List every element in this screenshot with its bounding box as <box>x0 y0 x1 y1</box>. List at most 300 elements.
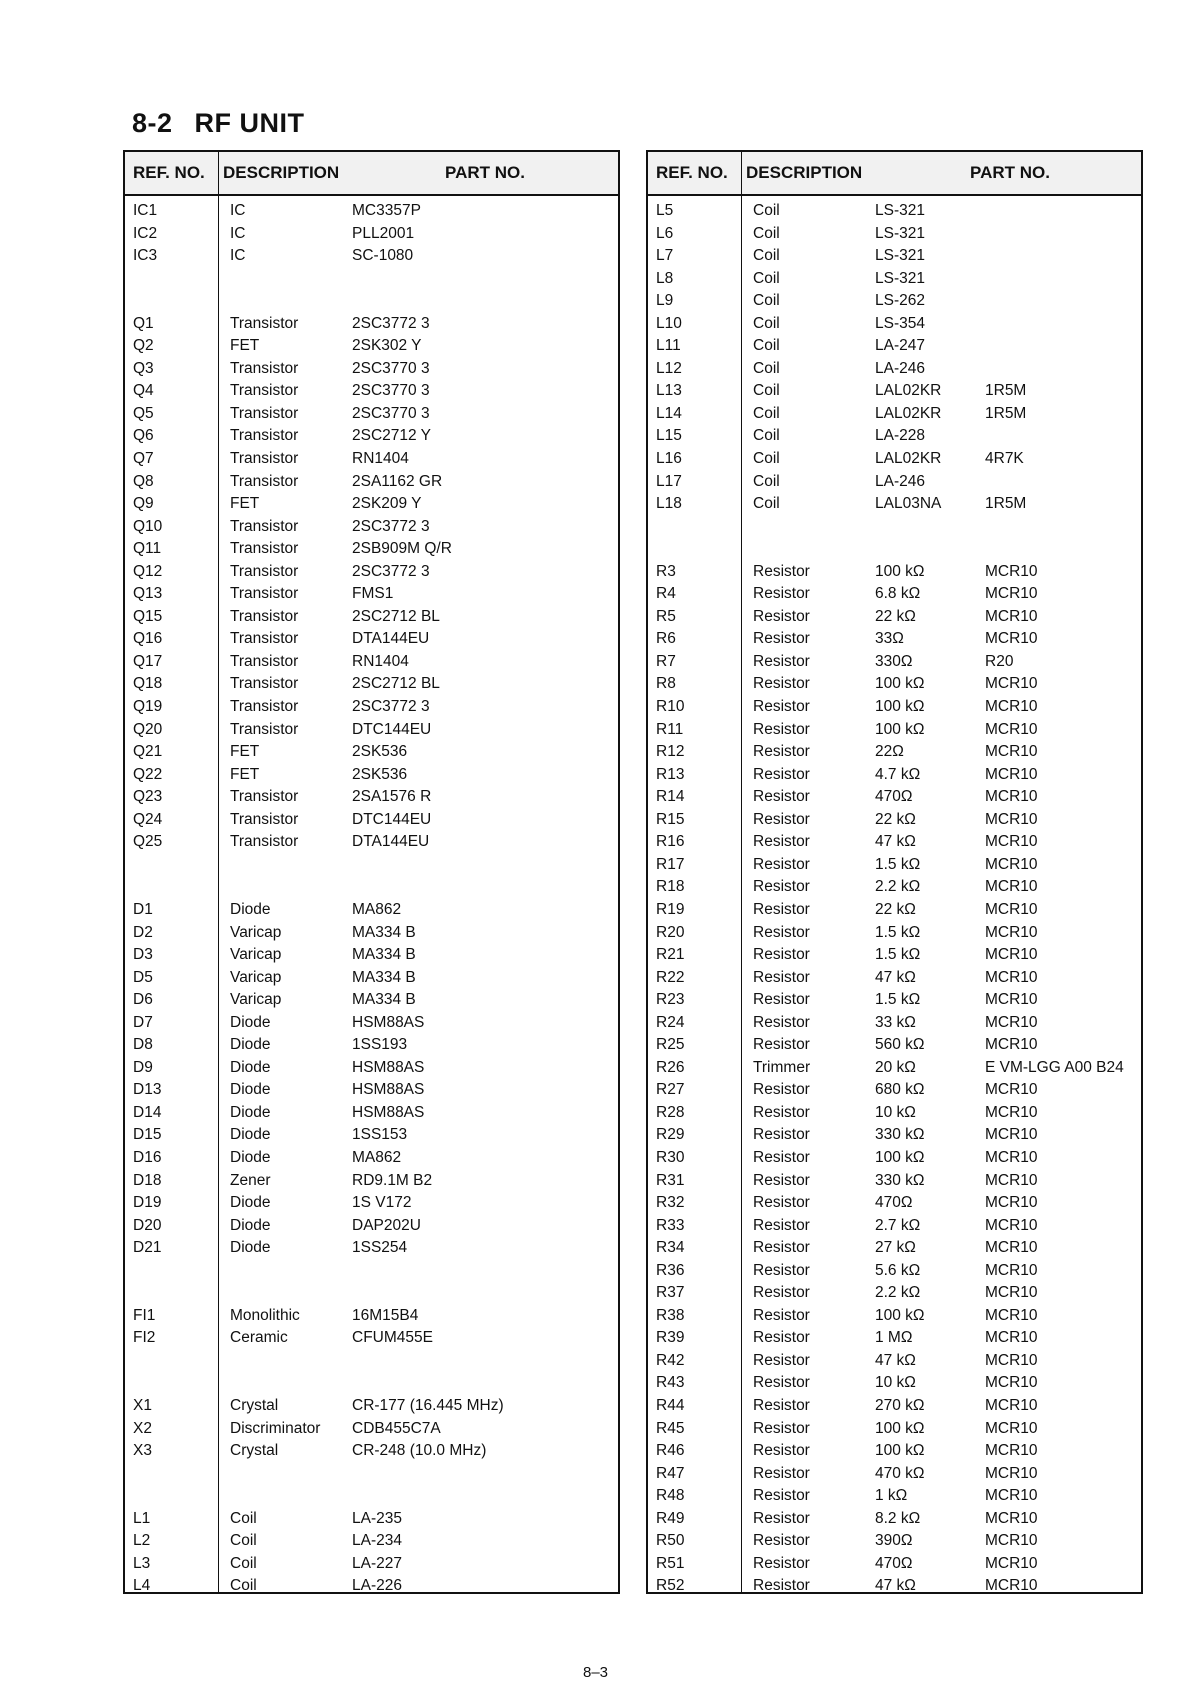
table-row <box>648 493 1141 516</box>
cell-ref: R21 <box>656 946 685 964</box>
cell-part-suffix: MCR10 <box>985 720 1038 738</box>
cell-part-number: LAL02KR <box>875 404 942 422</box>
table-row <box>125 583 618 606</box>
table-row <box>648 854 1141 877</box>
cell-ref: Q19 <box>133 698 163 716</box>
table-row <box>648 223 1141 246</box>
table-body <box>125 196 618 1598</box>
cell-description: Resistor <box>753 923 810 941</box>
table-row <box>125 989 618 1012</box>
section-title <box>132 108 305 139</box>
cell-ref: R17 <box>656 855 685 873</box>
cell-part-number: LS-262 <box>875 292 925 310</box>
cell-part-number: 2SC3770 3 <box>352 382 430 400</box>
cell-ref: D2 <box>133 923 153 941</box>
cell-description: Resistor <box>753 991 810 1009</box>
cell-ref: R52 <box>656 1577 685 1595</box>
cell-description: Resistor <box>753 698 810 716</box>
cell-part-suffix: 1R5M <box>985 382 1027 400</box>
cell-description: Resistor <box>753 788 810 806</box>
cell-ref: D3 <box>133 946 153 964</box>
cell-description: Diode <box>230 1036 271 1054</box>
cell-ref: L8 <box>656 269 674 287</box>
cell-part-number: MA334 B <box>352 991 416 1009</box>
cell-part-number: 1SS193 <box>352 1036 408 1054</box>
cell-ref: D16 <box>133 1148 162 1166</box>
cell-ref: R4 <box>656 585 676 603</box>
cell-description: Coil <box>753 495 780 513</box>
cell-part-number: 2SB909M Q/R <box>352 540 452 558</box>
cell-part-suffix: MCR10 <box>985 991 1038 1009</box>
cell-part-number: PLL2001 <box>352 224 415 242</box>
cell-part-number: 2SC2712 BL <box>352 675 440 693</box>
cell-part-number: 33Ω <box>875 630 904 648</box>
cell-description: Diode <box>230 900 271 918</box>
table-row <box>648 290 1141 313</box>
cell-description: Varicap <box>230 946 282 964</box>
table-row <box>648 899 1141 922</box>
cell-ref: Q18 <box>133 675 163 693</box>
table-row <box>648 358 1141 381</box>
table-row <box>648 922 1141 945</box>
cell-ref: Q11 <box>133 540 162 558</box>
cell-description: Transistor <box>230 585 299 603</box>
cell-part-number: 100 kΩ <box>875 698 925 716</box>
parts-table-right <box>646 150 1143 1594</box>
cell-part-number: 330 kΩ <box>875 1171 925 1189</box>
cell-description: Transistor <box>230 562 299 580</box>
cell-part-suffix: MCR10 <box>985 1396 1038 1414</box>
cell-part-suffix: MCR10 <box>985 1554 1038 1572</box>
table-row <box>648 471 1141 494</box>
cell-part-number: 4.7 kΩ <box>875 765 921 783</box>
cell-ref: R23 <box>656 991 685 1009</box>
cell-ref: R42 <box>656 1351 685 1369</box>
cell-part-number: LAL03NA <box>875 495 942 513</box>
cell-part-number: DTC144EU <box>352 810 432 828</box>
cell-part-suffix: MCR10 <box>985 788 1038 806</box>
cell-description: Crystal <box>230 1442 279 1460</box>
cell-part-number: HSM88AS <box>352 1058 425 1076</box>
table-row <box>125 358 618 381</box>
cell-part-number: MA862 <box>352 1148 402 1166</box>
cell-description: Resistor <box>753 720 810 738</box>
cell-ref: D9 <box>133 1058 153 1076</box>
cell-part-suffix: MCR10 <box>985 1148 1038 1166</box>
cell-description: Varicap <box>230 923 282 941</box>
table-row <box>125 1282 618 1305</box>
table-row <box>125 268 618 291</box>
cell-ref: X1 <box>133 1396 152 1414</box>
cell-part-number: 22 kΩ <box>875 607 916 625</box>
cell-part-number: LA-226 <box>352 1577 402 1595</box>
cell-ref: L18 <box>656 495 682 513</box>
cell-ref: D14 <box>133 1103 162 1121</box>
table-row <box>125 1372 618 1395</box>
table-row <box>125 223 618 246</box>
table-row <box>125 606 618 629</box>
cell-ref: Q15 <box>133 607 163 625</box>
cell-description: Diode <box>230 1194 271 1212</box>
cell-part-number: 470 kΩ <box>875 1464 925 1482</box>
cell-ref: L2 <box>133 1532 151 1550</box>
cell-ref: D13 <box>133 1081 162 1099</box>
cell-description: Transistor <box>230 517 299 535</box>
cell-part-number: 47 kΩ <box>875 1577 916 1595</box>
cell-description: Coil <box>753 472 780 490</box>
cell-description: IC <box>230 247 246 265</box>
cell-part-number: DTC144EU <box>352 720 432 738</box>
table-row <box>125 764 618 787</box>
cell-part-suffix: MCR10 <box>985 1464 1038 1482</box>
table-row <box>125 1012 618 1035</box>
cell-part-suffix: MCR10 <box>985 1577 1038 1595</box>
cell-description: Resistor <box>753 1396 810 1414</box>
cell-description: Resistor <box>753 1103 810 1121</box>
cell-part-suffix: MCR10 <box>985 1284 1038 1302</box>
cell-part-suffix: MCR10 <box>985 562 1038 580</box>
cell-ref: L7 <box>656 247 674 265</box>
table-row <box>648 583 1141 606</box>
cell-description: Diode <box>230 1148 271 1166</box>
cell-part-number: 100 kΩ <box>875 1306 925 1324</box>
cell-part-number: 2SC3770 3 <box>352 404 430 422</box>
cell-ref: Q5 <box>133 404 154 422</box>
cell-part-number: RN1404 <box>352 652 409 670</box>
cell-part-number: LA-246 <box>875 472 925 490</box>
cell-ref: L12 <box>656 359 682 377</box>
cell-ref: D18 <box>133 1171 162 1189</box>
cell-description: Transistor <box>230 607 299 625</box>
cell-part-suffix: MCR10 <box>985 1239 1038 1257</box>
page-number: 8–3 <box>582 1664 609 1681</box>
cell-part-number: LA-235 <box>352 1509 402 1527</box>
cell-description: Resistor <box>753 1036 810 1054</box>
cell-ref: R37 <box>656 1284 685 1302</box>
table-row <box>125 335 618 358</box>
table-row <box>125 628 618 651</box>
cell-description: FET <box>230 337 260 355</box>
table-row <box>648 448 1141 471</box>
table-row <box>648 967 1141 990</box>
table-row <box>648 764 1141 787</box>
cell-part-number: 1SS153 <box>352 1126 408 1144</box>
cell-part-suffix: MCR10 <box>985 1216 1038 1234</box>
cell-ref: R51 <box>656 1554 685 1572</box>
cell-part-suffix: 1R5M <box>985 404 1027 422</box>
table-row <box>125 1350 618 1373</box>
table-row <box>125 831 618 854</box>
cell-description: Diode <box>230 1239 271 1257</box>
cell-ref: Q10 <box>133 517 163 535</box>
cell-part-number: 5.6 kΩ <box>875 1261 921 1279</box>
cell-ref: Q21 <box>133 743 163 761</box>
cell-description: Resistor <box>753 1329 810 1347</box>
table-row <box>648 628 1141 651</box>
table-row <box>125 651 618 674</box>
cell-part-number: 680 kΩ <box>875 1081 925 1099</box>
cell-ref: R38 <box>656 1306 685 1324</box>
cell-ref: D8 <box>133 1036 153 1054</box>
cell-part-number: 27 kΩ <box>875 1239 916 1257</box>
cell-description: Trimmer <box>753 1058 811 1076</box>
cell-description: Resistor <box>753 1194 810 1212</box>
cell-part-suffix: MCR10 <box>985 1103 1038 1121</box>
cell-part-number: 33 kΩ <box>875 1013 916 1031</box>
cell-ref: Q23 <box>133 788 163 806</box>
cell-part-number: LA-234 <box>352 1532 402 1550</box>
cell-part-suffix: MCR10 <box>985 1261 1038 1279</box>
cell-part-number: LS-321 <box>875 202 925 219</box>
table-row <box>125 719 618 742</box>
cell-part-number: 2SK536 <box>352 765 408 783</box>
cell-part-suffix: MCR10 <box>985 1126 1038 1144</box>
cell-ref: R16 <box>656 833 685 851</box>
table-body <box>648 196 1141 1598</box>
table-row <box>648 1485 1141 1508</box>
cell-part-number: 2SC3772 3 <box>352 562 430 580</box>
cell-ref: Q13 <box>133 585 163 603</box>
cell-ref: X3 <box>133 1442 152 1460</box>
table-row <box>125 380 618 403</box>
cell-description: Varicap <box>230 968 282 986</box>
table-row <box>125 1124 618 1147</box>
cell-part-number: LA-227 <box>352 1554 402 1572</box>
cell-part-suffix: MCR10 <box>985 1194 1038 1212</box>
cell-description: FET <box>230 495 260 513</box>
cell-part-number: 2SC3770 3 <box>352 359 430 377</box>
cell-description: Resistor <box>753 833 810 851</box>
cell-description: Coil <box>753 292 780 310</box>
cell-part-suffix: MCR10 <box>985 1081 1038 1099</box>
cell-part-number: 10 kΩ <box>875 1374 916 1392</box>
cell-part-suffix: MCR10 <box>985 968 1038 986</box>
table-row <box>648 1440 1141 1463</box>
cell-part-suffix: MCR10 <box>985 585 1038 603</box>
cell-description: Transistor <box>230 450 299 468</box>
cell-part-number: LA-246 <box>875 359 925 377</box>
cell-ref: R44 <box>656 1396 685 1414</box>
cell-part-number: 100 kΩ <box>875 562 925 580</box>
cell-ref: R7 <box>656 652 676 670</box>
cell-ref: R22 <box>656 968 685 986</box>
cell-description: Transistor <box>230 382 299 400</box>
cell-description: Resistor <box>753 1351 810 1369</box>
cell-part-number: LS-321 <box>875 247 925 265</box>
cell-part-suffix: 1R5M <box>985 495 1027 513</box>
cell-part-number: 2SK302 Y <box>352 337 422 355</box>
cell-ref: R5 <box>656 607 676 625</box>
cell-description: Resistor <box>753 743 810 761</box>
table-row <box>125 1327 618 1350</box>
cell-part-number: MA334 B <box>352 923 416 941</box>
table-row <box>125 1215 618 1238</box>
cell-part-number: 270 kΩ <box>875 1396 925 1414</box>
cell-part-number: LAL02KR <box>875 450 942 468</box>
cell-part-number: DTA144EU <box>352 630 430 648</box>
cell-ref: Q8 <box>133 472 154 490</box>
cell-ref: R46 <box>656 1442 685 1460</box>
cell-ref: Q25 <box>133 833 163 851</box>
cell-part-number: 2SA1576 R <box>352 788 432 806</box>
cell-part-number: HSM88AS <box>352 1081 425 1099</box>
cell-part-number: RN1404 <box>352 450 409 468</box>
cell-description: Resistor <box>753 1442 810 1460</box>
cell-part-suffix: MCR10 <box>985 833 1038 851</box>
cell-ref: R45 <box>656 1419 685 1437</box>
cell-ref: L17 <box>656 472 682 490</box>
cell-ref: R31 <box>656 1171 685 1189</box>
cell-part-suffix: MCR10 <box>985 1036 1038 1054</box>
cell-description: Transistor <box>230 788 299 806</box>
cell-part-number: 390Ω <box>875 1532 913 1550</box>
table-row <box>648 380 1141 403</box>
cell-description: Ceramic <box>230 1329 288 1347</box>
cell-ref: R14 <box>656 788 685 806</box>
cell-description: Coil <box>753 337 780 355</box>
cell-ref: D1 <box>133 900 153 918</box>
cell-description: Resistor <box>753 810 810 828</box>
table-row <box>648 719 1141 742</box>
cell-part-number: LS-321 <box>875 269 925 287</box>
cell-part-number: LS-321 <box>875 224 925 242</box>
cell-ref: D6 <box>133 991 153 1009</box>
cell-part-number: 470Ω <box>875 1554 913 1572</box>
cell-description: Resistor <box>753 607 810 625</box>
cell-ref: L13 <box>656 382 682 400</box>
table-row <box>648 1395 1141 1418</box>
section-name: RF UNIT <box>194 108 305 138</box>
cell-ref: R6 <box>656 630 676 648</box>
cell-description: Resistor <box>753 585 810 603</box>
cell-ref: Q20 <box>133 720 163 738</box>
cell-part-number: 20 kΩ <box>875 1058 916 1076</box>
cell-ref: D5 <box>133 968 153 986</box>
cell-ref: Q17 <box>133 652 163 670</box>
cell-ref: R25 <box>656 1036 685 1054</box>
cell-description: Varicap <box>230 991 282 1009</box>
table-row <box>125 561 618 584</box>
cell-ref: R32 <box>656 1194 685 1212</box>
table-row <box>648 1575 1141 1598</box>
cell-description: Resistor <box>753 1464 810 1482</box>
cell-description: Resistor <box>753 1509 810 1527</box>
cell-part-suffix: MCR10 <box>985 1013 1038 1031</box>
table-row <box>125 1440 618 1463</box>
cell-ref: R18 <box>656 878 685 896</box>
cell-description: Resistor <box>753 1261 810 1279</box>
cell-part-suffix: MCR10 <box>985 923 1038 941</box>
cell-part-number: RD9.1M B2 <box>352 1171 433 1189</box>
cell-ref: R19 <box>656 900 685 918</box>
cell-ref: R28 <box>656 1103 685 1121</box>
table-row <box>125 1102 618 1125</box>
cell-part-suffix: MCR10 <box>985 1532 1038 1550</box>
cell-description: Coil <box>230 1554 257 1572</box>
cell-ref: R26 <box>656 1058 685 1076</box>
table-row <box>648 1530 1141 1553</box>
cell-ref: Q12 <box>133 562 163 580</box>
cell-part-suffix: MCR10 <box>985 1419 1038 1437</box>
cell-description: Zener <box>230 1171 271 1189</box>
cell-description: Resistor <box>753 1081 810 1099</box>
cell-ref: D15 <box>133 1126 162 1144</box>
cell-description: Transistor <box>230 675 299 693</box>
table-row <box>125 696 618 719</box>
cell-description: Coil <box>753 359 780 377</box>
cell-part-number: FMS1 <box>352 585 394 603</box>
table-row <box>125 1260 618 1283</box>
cell-part-suffix: MCR10 <box>985 607 1038 625</box>
table-row <box>648 673 1141 696</box>
cell-part-number: MA334 B <box>352 946 416 964</box>
cell-part-number: 2SC2712 Y <box>352 427 431 445</box>
cell-description: Transistor <box>230 630 299 648</box>
cell-description: Coil <box>753 427 780 445</box>
cell-part-number: 47 kΩ <box>875 833 916 851</box>
cell-description: Transistor <box>230 810 299 828</box>
cell-part-suffix: MCR10 <box>985 1351 1038 1369</box>
cell-part-suffix: MCR10 <box>985 878 1038 896</box>
cell-part-number: LA-247 <box>875 337 925 355</box>
cell-part-number: 2SA1162 GR <box>352 472 443 490</box>
cell-ref: D21 <box>133 1239 162 1257</box>
table-row <box>125 1530 618 1553</box>
cell-part-number: 100 kΩ <box>875 1148 925 1166</box>
table-row <box>648 313 1141 336</box>
cell-ref: L10 <box>656 314 682 332</box>
table-row <box>125 922 618 945</box>
cell-part-number: 2.7 kΩ <box>875 1216 921 1234</box>
cell-part-number: 2SC3772 3 <box>352 314 430 332</box>
table-row <box>648 1079 1141 1102</box>
cell-part-number: 2SC3772 3 <box>352 517 430 535</box>
cell-description: Resistor <box>753 1171 810 1189</box>
cell-ref: R39 <box>656 1329 685 1347</box>
cell-ref: Q16 <box>133 630 163 648</box>
table-row <box>648 1215 1141 1238</box>
table-row <box>648 1350 1141 1373</box>
cell-ref: L15 <box>656 427 682 445</box>
table-row <box>648 1418 1141 1441</box>
cell-ref: R24 <box>656 1013 685 1031</box>
cell-part-number: HSM88AS <box>352 1013 425 1031</box>
cell-part-number: 2SC2712 BL <box>352 607 440 625</box>
cell-description: Diode <box>230 1081 271 1099</box>
cell-ref: L14 <box>656 404 682 422</box>
cell-description: Resistor <box>753 1148 810 1166</box>
table-row <box>648 1034 1141 1057</box>
cell-part-number: 22 kΩ <box>875 900 916 918</box>
table-row <box>125 1147 618 1170</box>
cell-ref: R29 <box>656 1126 685 1144</box>
table-row <box>125 313 618 336</box>
cell-part-suffix: MCR10 <box>985 743 1038 761</box>
cell-part-number: MA334 B <box>352 968 416 986</box>
cell-description: Diode <box>230 1216 271 1234</box>
table-row <box>125 538 618 561</box>
header-ref: REF. NO. <box>656 163 728 182</box>
cell-description: Transistor <box>230 720 299 738</box>
cell-description: Coil <box>753 224 780 242</box>
cell-ref: Q22 <box>133 765 163 783</box>
table-row <box>648 786 1141 809</box>
cell-part-number: 560 kΩ <box>875 1036 925 1054</box>
cell-description: Diode <box>230 1013 271 1031</box>
cell-ref: IC1 <box>133 202 158 219</box>
table-row <box>648 1282 1141 1305</box>
cell-ref: L9 <box>656 292 674 310</box>
